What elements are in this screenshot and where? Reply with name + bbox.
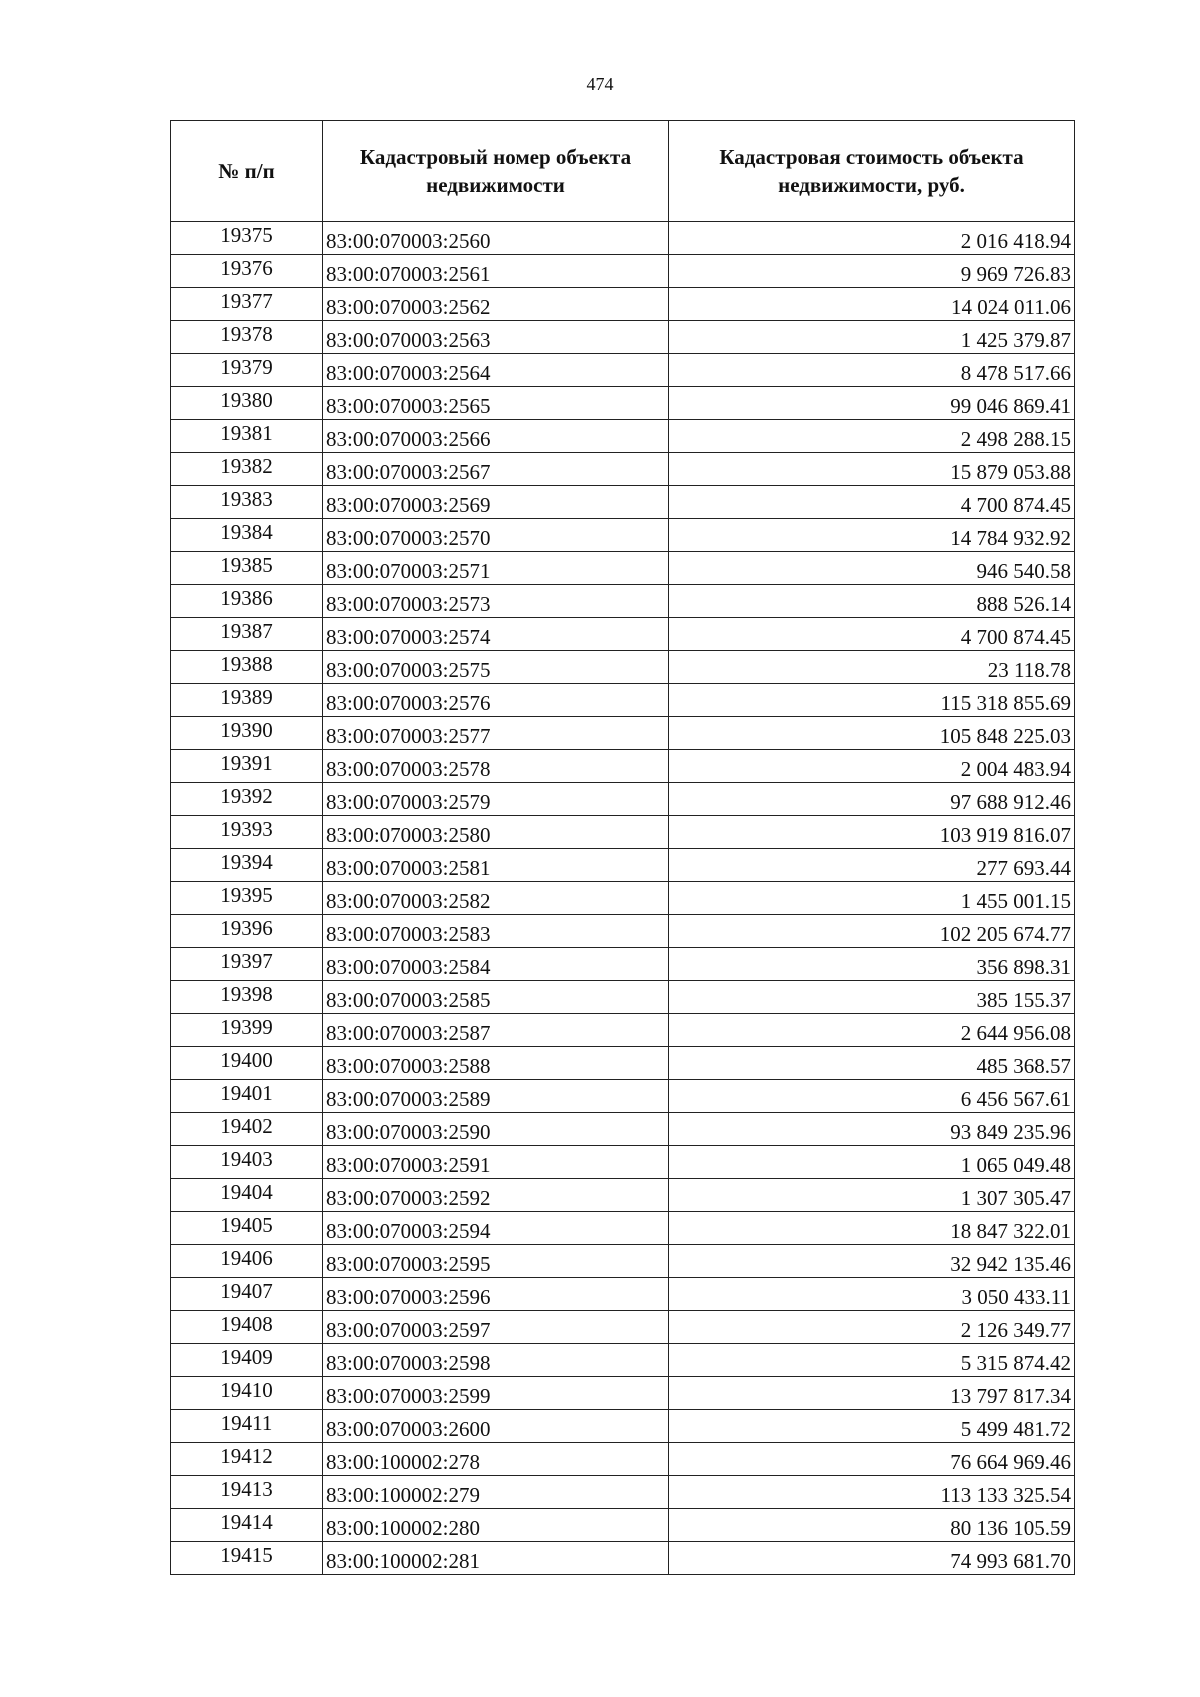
cadastral-value-cell: 277 693.44 <box>669 849 1075 882</box>
table-row <box>171 453 1075 486</box>
cadastral-value-cell: 485 368.57 <box>669 1047 1075 1080</box>
row-number-cell: 19396 <box>171 915 323 948</box>
table-row <box>171 1245 1075 1278</box>
cadastral-number-cell: 83:00:070003:2584 <box>323 948 669 981</box>
cadastral-value-cell: 2 016 418.94 <box>669 222 1075 255</box>
row-number-cell: 19387 <box>171 618 323 651</box>
row-number-cell: 19414 <box>171 1509 323 1542</box>
row-number-cell: 19391 <box>171 750 323 783</box>
table-row <box>171 1212 1075 1245</box>
row-number-cell: 19384 <box>171 519 323 552</box>
cadastral-value-cell: 76 664 969.46 <box>669 1443 1075 1476</box>
cadastral-number-cell: 83:00:070003:2590 <box>323 1113 669 1146</box>
cadastral-number-cell: 83:00:070003:2583 <box>323 915 669 948</box>
row-number-cell: 19379 <box>171 354 323 387</box>
cadastral-value-cell: 74 993 681.70 <box>669 1542 1075 1575</box>
row-number-cell: 19397 <box>171 948 323 981</box>
table-row <box>171 1311 1075 1344</box>
table-row <box>171 717 1075 750</box>
cadastral-value-cell: 2 004 483.94 <box>669 750 1075 783</box>
cadastral-number-cell: 83:00:070003:2599 <box>323 1377 669 1410</box>
table-row <box>171 354 1075 387</box>
cadastral-value-cell: 888 526.14 <box>669 585 1075 618</box>
cadastral-number-cell: 83:00:070003:2575 <box>323 651 669 684</box>
cadastral-number-cell: 83:00:070003:2578 <box>323 750 669 783</box>
row-number-cell: 19389 <box>171 684 323 717</box>
row-number-cell: 19411 <box>171 1410 323 1443</box>
cadastral-number-cell: 83:00:070003:2567 <box>323 453 669 486</box>
cadastral-value-cell: 99 046 869.41 <box>669 387 1075 420</box>
cadastral-number-cell: 83:00:070003:2574 <box>323 618 669 651</box>
table-row <box>171 1377 1075 1410</box>
row-number-cell: 19395 <box>171 882 323 915</box>
cadastral-value-cell: 14 784 932.92 <box>669 519 1075 552</box>
cadastral-value-cell: 102 205 674.77 <box>669 915 1075 948</box>
table-row <box>171 618 1075 651</box>
cadastral-value-cell: 18 847 322.01 <box>669 1212 1075 1245</box>
row-number-cell: 19412 <box>171 1443 323 1476</box>
cadastral-value-cell: 385 155.37 <box>669 981 1075 1014</box>
cadastral-value-cell: 9 969 726.83 <box>669 255 1075 288</box>
row-number-cell: 19410 <box>171 1377 323 1410</box>
table-row <box>171 750 1075 783</box>
cadastral-number-cell: 83:00:070003:2570 <box>323 519 669 552</box>
row-number-cell: 19378 <box>171 321 323 354</box>
cadastral-value-cell: 5 315 874.42 <box>669 1344 1075 1377</box>
cadastral-number-cell: 83:00:070003:2565 <box>323 387 669 420</box>
table-row <box>171 783 1075 816</box>
cadastral-value-cell: 13 797 817.34 <box>669 1377 1075 1410</box>
row-number-cell: 19407 <box>171 1278 323 1311</box>
table-row <box>171 1113 1075 1146</box>
row-number-cell: 19403 <box>171 1146 323 1179</box>
cadastral-value-cell: 2 644 956.08 <box>669 1014 1075 1047</box>
cadastral-number-cell: 83:00:070003:2600 <box>323 1410 669 1443</box>
cadastral-value-cell: 2 126 349.77 <box>669 1311 1075 1344</box>
table-body <box>171 222 1075 1575</box>
cadastral-number-cell: 83:00:070003:2595 <box>323 1245 669 1278</box>
cadastral-value-cell: 4 700 874.45 <box>669 618 1075 651</box>
row-number-cell: 19377 <box>171 288 323 321</box>
cadastral-number-cell: 83:00:070003:2589 <box>323 1080 669 1113</box>
table-row <box>171 288 1075 321</box>
table-row <box>171 585 1075 618</box>
cadastral-number-cell: 83:00:070003:2592 <box>323 1179 669 1212</box>
row-number-cell: 19408 <box>171 1311 323 1344</box>
table-row <box>171 321 1075 354</box>
row-number-cell: 19380 <box>171 387 323 420</box>
row-number-cell: 19393 <box>171 816 323 849</box>
cadastral-number-cell: 83:00:070003:2591 <box>323 1146 669 1179</box>
cadastral-number-cell: 83:00:070003:2585 <box>323 981 669 1014</box>
cadastral-number-cell: 83:00:070003:2582 <box>323 882 669 915</box>
cadastral-value-cell: 4 700 874.45 <box>669 486 1075 519</box>
table-row <box>171 255 1075 288</box>
table-row <box>171 882 1075 915</box>
table-row <box>171 1476 1075 1509</box>
cadastral-number-cell: 83:00:070003:2580 <box>323 816 669 849</box>
row-number-cell: 19385 <box>171 552 323 585</box>
cadastral-number-cell: 83:00:070003:2564 <box>323 354 669 387</box>
table-row <box>171 948 1075 981</box>
row-number-cell: 19375 <box>171 222 323 255</box>
table-row <box>171 1080 1075 1113</box>
table-row <box>171 387 1075 420</box>
table-row <box>171 684 1075 717</box>
header-cadastral-value: Кадастровая стоимость объекта недвижимости, руб. <box>669 121 1075 222</box>
cadastral-number-cell: 83:00:070003:2579 <box>323 783 669 816</box>
cadastral-value-cell: 356 898.31 <box>669 948 1075 981</box>
cadastral-number-cell: 83:00:100002:279 <box>323 1476 669 1509</box>
row-number-cell: 19383 <box>171 486 323 519</box>
cadastral-number-cell: 83:00:070003:2562 <box>323 288 669 321</box>
cadastral-number-cell: 83:00:070003:2573 <box>323 585 669 618</box>
cadastral-value-cell: 23 118.78 <box>669 651 1075 684</box>
cadastral-number-cell: 83:00:070003:2560 <box>323 222 669 255</box>
row-number-cell: 19402 <box>171 1113 323 1146</box>
row-number-cell: 19406 <box>171 1245 323 1278</box>
cadastral-number-cell: 83:00:070003:2563 <box>323 321 669 354</box>
row-number-cell: 19415 <box>171 1542 323 1575</box>
row-number-cell: 19400 <box>171 1047 323 1080</box>
cadastral-value-cell: 32 942 135.46 <box>669 1245 1075 1278</box>
table-row <box>171 420 1075 453</box>
row-number-cell: 19394 <box>171 849 323 882</box>
table-row <box>171 1014 1075 1047</box>
cadastral-value-cell: 8 478 517.66 <box>669 354 1075 387</box>
cadastral-value-cell: 93 849 235.96 <box>669 1113 1075 1146</box>
cadastral-number-cell: 83:00:070003:2594 <box>323 1212 669 1245</box>
table-row <box>171 1443 1075 1476</box>
cadastral-value-cell: 14 024 011.06 <box>669 288 1075 321</box>
table-row <box>171 486 1075 519</box>
cadastral-value-cell: 103 919 816.07 <box>669 816 1075 849</box>
row-number-cell: 19390 <box>171 717 323 750</box>
row-number-cell: 19381 <box>171 420 323 453</box>
cadastral-number-cell: 83:00:100002:278 <box>323 1443 669 1476</box>
cadastral-number-cell: 83:00:070003:2566 <box>323 420 669 453</box>
table-row <box>171 552 1075 585</box>
cadastral-number-cell: 83:00:070003:2577 <box>323 717 669 750</box>
cadastral-value-cell: 80 136 105.59 <box>669 1509 1075 1542</box>
cadastral-number-cell: 83:00:070003:2598 <box>323 1344 669 1377</box>
cadastral-value-cell: 105 848 225.03 <box>669 717 1075 750</box>
row-number-cell: 19388 <box>171 651 323 684</box>
cadastral-table <box>170 120 1075 1575</box>
cadastral-value-cell: 97 688 912.46 <box>669 783 1075 816</box>
table-row <box>171 981 1075 1014</box>
row-number-cell: 19413 <box>171 1476 323 1509</box>
table-row <box>171 1542 1075 1575</box>
table-row <box>171 651 1075 684</box>
cadastral-value-cell: 6 456 567.61 <box>669 1080 1075 1113</box>
cadastral-number-cell: 83:00:070003:2596 <box>323 1278 669 1311</box>
cadastral-value-cell: 946 540.58 <box>669 552 1075 585</box>
table-row <box>171 1410 1075 1443</box>
cadastral-value-cell: 5 499 481.72 <box>669 1410 1075 1443</box>
row-number-cell: 19405 <box>171 1212 323 1245</box>
header-cadastral-number: Кадастровый номер объекта недвижимости <box>323 121 669 222</box>
cadastral-number-cell: 83:00:070003:2587 <box>323 1014 669 1047</box>
row-number-cell: 19409 <box>171 1344 323 1377</box>
table-row <box>171 1509 1075 1542</box>
table-row <box>171 1146 1075 1179</box>
table-row <box>171 1344 1075 1377</box>
cadastral-value-cell: 1 455 001.15 <box>669 882 1075 915</box>
cadastral-number-cell: 83:00:100002:280 <box>323 1509 669 1542</box>
table-row <box>171 849 1075 882</box>
cadastral-value-cell: 3 050 433.11 <box>669 1278 1075 1311</box>
cadastral-number-cell: 83:00:100002:281 <box>323 1542 669 1575</box>
row-number-cell: 19386 <box>171 585 323 618</box>
row-number-cell: 19401 <box>171 1080 323 1113</box>
cadastral-number-cell: 83:00:070003:2588 <box>323 1047 669 1080</box>
row-number-cell: 19399 <box>171 1014 323 1047</box>
cadastral-number-cell: 83:00:070003:2597 <box>323 1311 669 1344</box>
table-row <box>171 915 1075 948</box>
row-number-cell: 19392 <box>171 783 323 816</box>
cadastral-value-cell: 2 498 288.15 <box>669 420 1075 453</box>
table-header-row <box>171 121 1075 222</box>
cadastral-value-cell: 1 425 379.87 <box>669 321 1075 354</box>
cadastral-number-cell: 83:00:070003:2581 <box>323 849 669 882</box>
header-row-number: № п/п <box>171 121 323 222</box>
cadastral-value-cell: 1 307 305.47 <box>669 1179 1075 1212</box>
row-number-cell: 19404 <box>171 1179 323 1212</box>
row-number-cell: 19398 <box>171 981 323 1014</box>
table-row <box>171 222 1075 255</box>
cadastral-number-cell: 83:00:070003:2576 <box>323 684 669 717</box>
table-row <box>171 1278 1075 1311</box>
table-row <box>171 1047 1075 1080</box>
cadastral-value-cell: 1 065 049.48 <box>669 1146 1075 1179</box>
cadastral-number-cell: 83:00:070003:2569 <box>323 486 669 519</box>
cadastral-value-cell: 15 879 053.88 <box>669 453 1075 486</box>
row-number-cell: 19382 <box>171 453 323 486</box>
page-number: 474 <box>586 74 614 94</box>
table-row <box>171 816 1075 849</box>
cadastral-number-cell: 83:00:070003:2571 <box>323 552 669 585</box>
cadastral-value-cell: 113 133 325.54 <box>669 1476 1075 1509</box>
table-row <box>171 519 1075 552</box>
row-number-cell: 19376 <box>171 255 323 288</box>
cadastral-number-cell: 83:00:070003:2561 <box>323 255 669 288</box>
table-row <box>171 1179 1075 1212</box>
cadastral-value-cell: 115 318 855.69 <box>669 684 1075 717</box>
